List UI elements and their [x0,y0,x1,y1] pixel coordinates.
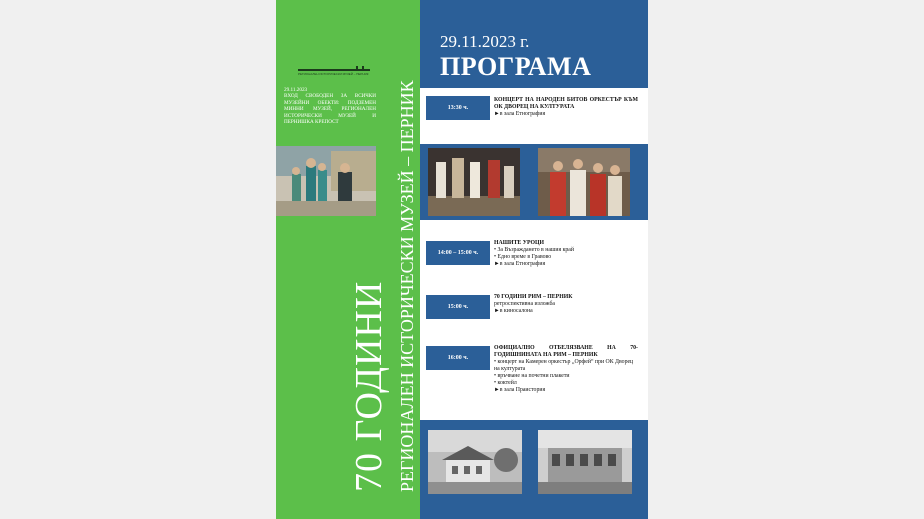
event-title: ОФИЦИАЛНО ОТБЕЛЯЗВАНЕ НА 70-ГОДИШНИНАТА НА РИМ – ПЕРНИК [494,345,638,358]
entry-date: 29.11.2023 [284,87,308,93]
event-details [494,345,638,394]
event-block-1 [420,88,648,144]
costumes-photo [428,148,520,216]
event-details [494,97,638,118]
event-line: • Едно време в Гравово [494,254,552,260]
event-line: • За Възраждането в нашия край [494,247,574,253]
event-line: ретроспективна изложба [494,301,555,307]
children-photo [276,146,376,216]
museum-building-photo [538,430,632,494]
event-details [494,240,638,268]
event-title: 70 ГОДИНИ РИМ – ПЕРНИК [494,294,573,300]
title-70-years: 70 ГОДИНИ [348,280,390,492]
event-location: ►в киносалона [494,308,533,314]
event-time: 15:00 ч. [426,295,490,319]
program-heading: ПРОГРАМА [440,52,592,81]
entry-text: ВХОД СВОБОДЕН ЗА ВСИЧКИ МУЗЕЙНИ ОБЕКТИ: ПОДЗЕМЕН МИННИ МУЗЕЙ, РЕГИОНАЛЕН ИСТОРИЧЕСКИ МУЗЕЙ И ПЕРНИШКА КРЕПОСТ [284,93,376,126]
right-panel [420,0,648,519]
event-title: НАШИТЕ УРОЦИ [494,240,545,246]
event-time: 14:00 – 15:00 ч. [426,241,490,265]
event-line: • коктейл [494,380,517,386]
events-list [420,220,648,420]
poster [276,0,648,519]
event-location: ►в зала Етнография [494,111,546,117]
event-time: 13:30 ч. [426,96,490,120]
event-line: • концерт на Камерен оркестър „Орфей“ при ОК Дворец на културата [494,359,634,372]
museum-logo [298,66,370,75]
title-museum-name: РЕГИОНАЛЕН ИСТОРИЧЕСКИ МУЗЕЙ – ПЕРНИК [397,80,417,492]
old-building-photo [428,430,522,494]
left-panel [276,0,420,519]
free-entry-note [284,87,376,125]
event-title: КОНЦЕРТ НА НАРОДЕН БИТОВ ОРКЕСТЪР КЪМ ОК ДВОРЕЦ НА КУЛТУРАТА [494,97,638,110]
event-time: 16:00 ч. [426,346,490,370]
event-line: • връчване на почетни плакети [494,373,570,379]
event-location: ►в зала Етнография [494,261,546,267]
program-date: 29.11.2023 г. [440,32,530,51]
event-details [494,294,638,315]
folk-singers-photo [538,148,630,216]
event-location: ►в зала Праистория [494,387,546,393]
logo-text: РЕГИОНАЛЕН ИСТОРИЧЕСКИ МУЗЕЙ – ПЕРНИК [298,72,369,76]
